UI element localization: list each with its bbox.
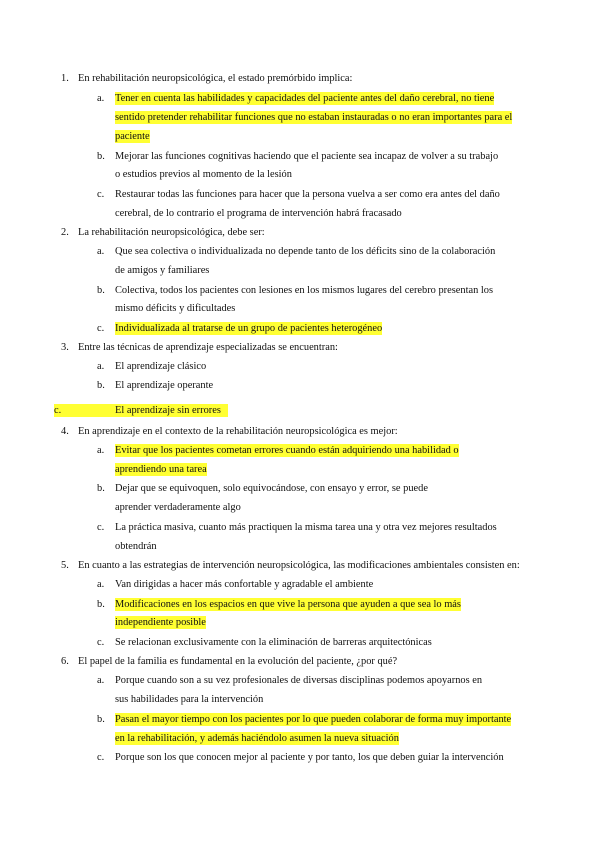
option-text: Se relacionan exclusivamente con la eliminación de barreras arquitectónicas <box>115 637 432 648</box>
option-text: Porque son los que conocen mejor al paciente y por tanto, los que deben guiar la intervención <box>115 752 504 763</box>
option-text: sus habilidades para la intervención <box>115 694 264 705</box>
option-text-highlighted: El aprendizaje sin errores <box>115 405 221 416</box>
option-letter: a. <box>97 445 105 456</box>
question-number: 2. <box>61 227 69 238</box>
question-number: 3. <box>61 342 69 353</box>
option-text: cerebral, de lo contrario el programa de intervención habrá fracasado <box>115 208 402 219</box>
option-text: La práctica masiva, cuanto más practiquen la misma tarea una y otra vez mejores resultados <box>115 522 497 533</box>
question-text: La rehabilitación neuropsicológica, debe ser: <box>78 227 265 238</box>
option-letter: a. <box>97 93 105 104</box>
option-letter: b. <box>97 714 105 725</box>
option-text-highlighted: sentido pretender rehabilitar funciones que no estaban instauradas o no eran importantes para el <box>115 112 513 123</box>
option-letter: a. <box>97 246 105 257</box>
option-letter: b. <box>97 285 105 296</box>
option-text: Porque cuando son a su vez profesionales de diversas disciplinas podemos apoyarnos en <box>115 675 483 686</box>
option-letter: a. <box>97 675 105 686</box>
misplaced-highlighted-option <box>54 404 228 417</box>
question-text: En rehabilitación neuropsicológica, el estado premórbido implica: <box>78 73 353 84</box>
option-letter: c. <box>54 405 62 416</box>
question-number: 4. <box>61 426 69 437</box>
option-text-highlighted: Evitar que los pacientes cometan errores cuando están adquiriendo una habilidad o <box>115 445 459 456</box>
option-text-highlighted: en la rehabilitación, y además haciéndolo asumen la nueva situación <box>115 733 399 744</box>
option-letter: a. <box>97 361 105 372</box>
option-text: Restaurar todas las funciones para hacer que la persona vuelva a ser como era antes del daño <box>115 189 500 200</box>
option-letter: c. <box>97 637 105 648</box>
option-text-highlighted: Tener en cuenta las habilidades y capacidades del paciente antes del daño cerebral, no tiene <box>115 93 495 104</box>
option-letter: c. <box>97 752 105 763</box>
option-text: mismo déficits y dificultades <box>115 303 236 314</box>
option-text: aprender verdaderamente algo <box>115 502 241 513</box>
option-text: Dejar que se equivoquen, solo equivocándose, con ensayo y error, se puede <box>115 483 428 494</box>
question-text: El papel de la familia es fundamental en la evolución del paciente, ¿por qué? <box>78 656 398 667</box>
option-text: Mejorar las funciones cognitivas haciendo que el paciente sea incapaz de volver a su trabajo <box>115 151 499 162</box>
option-text-highlighted: Individualizada al tratarse de un grupo de pacientes heterogéneo <box>115 323 383 334</box>
question-number: 5. <box>61 560 69 571</box>
option-text-highlighted: aprendiendo una tarea <box>115 464 207 475</box>
option-text: Van dirigidas a hacer más confortable y agradable el ambiente <box>115 579 374 590</box>
option-letter: b. <box>97 380 105 391</box>
option-text-highlighted: Pasan el mayor tiempo con los pacientes por lo que pueden colaborar de forma muy importante <box>115 714 512 725</box>
option-text-highlighted: independiente posible <box>115 617 206 628</box>
option-letter: c. <box>97 522 105 533</box>
option-letter: c. <box>97 189 105 200</box>
option-text: de amigos y familiares <box>115 265 210 276</box>
question-number: 6. <box>61 656 69 667</box>
option-text: obtendrán <box>115 541 157 552</box>
option-text: Colectiva, todos los pacientes con lesiones en los mismos lugares del cerebro presentan los <box>115 285 494 296</box>
option-letter: c. <box>97 323 105 334</box>
question-text: En aprendizaje en el contexto de la rehabilitación neuropsicológica es mejor: <box>78 426 398 437</box>
option-letter: a. <box>97 579 105 590</box>
option-text-highlighted: paciente <box>115 131 150 142</box>
option-text: El aprendizaje operante <box>115 380 214 391</box>
question-number: 1. <box>61 73 69 84</box>
option-letter: b. <box>97 483 105 494</box>
option-text: Que sea colectiva o individualizada no depende tanto de los déficits sino de la colaboración <box>115 246 496 257</box>
option-letter: b. <box>97 151 105 162</box>
option-text: o estudios previos al momento de la lesión <box>115 169 292 180</box>
question-text: Entre las técnicas de aprendizaje especializadas se encuentran: <box>78 342 338 353</box>
question-text: En cuanto a las estrategias de intervención neuropsicológica, las modificaciones ambientales consisten en: <box>78 560 520 571</box>
option-text: El aprendizaje clásico <box>115 361 207 372</box>
option-text-highlighted: Modificaciones en los espacios en que vive la persona que ayuden a que sea lo más <box>115 599 461 610</box>
option-letter: b. <box>97 599 105 610</box>
